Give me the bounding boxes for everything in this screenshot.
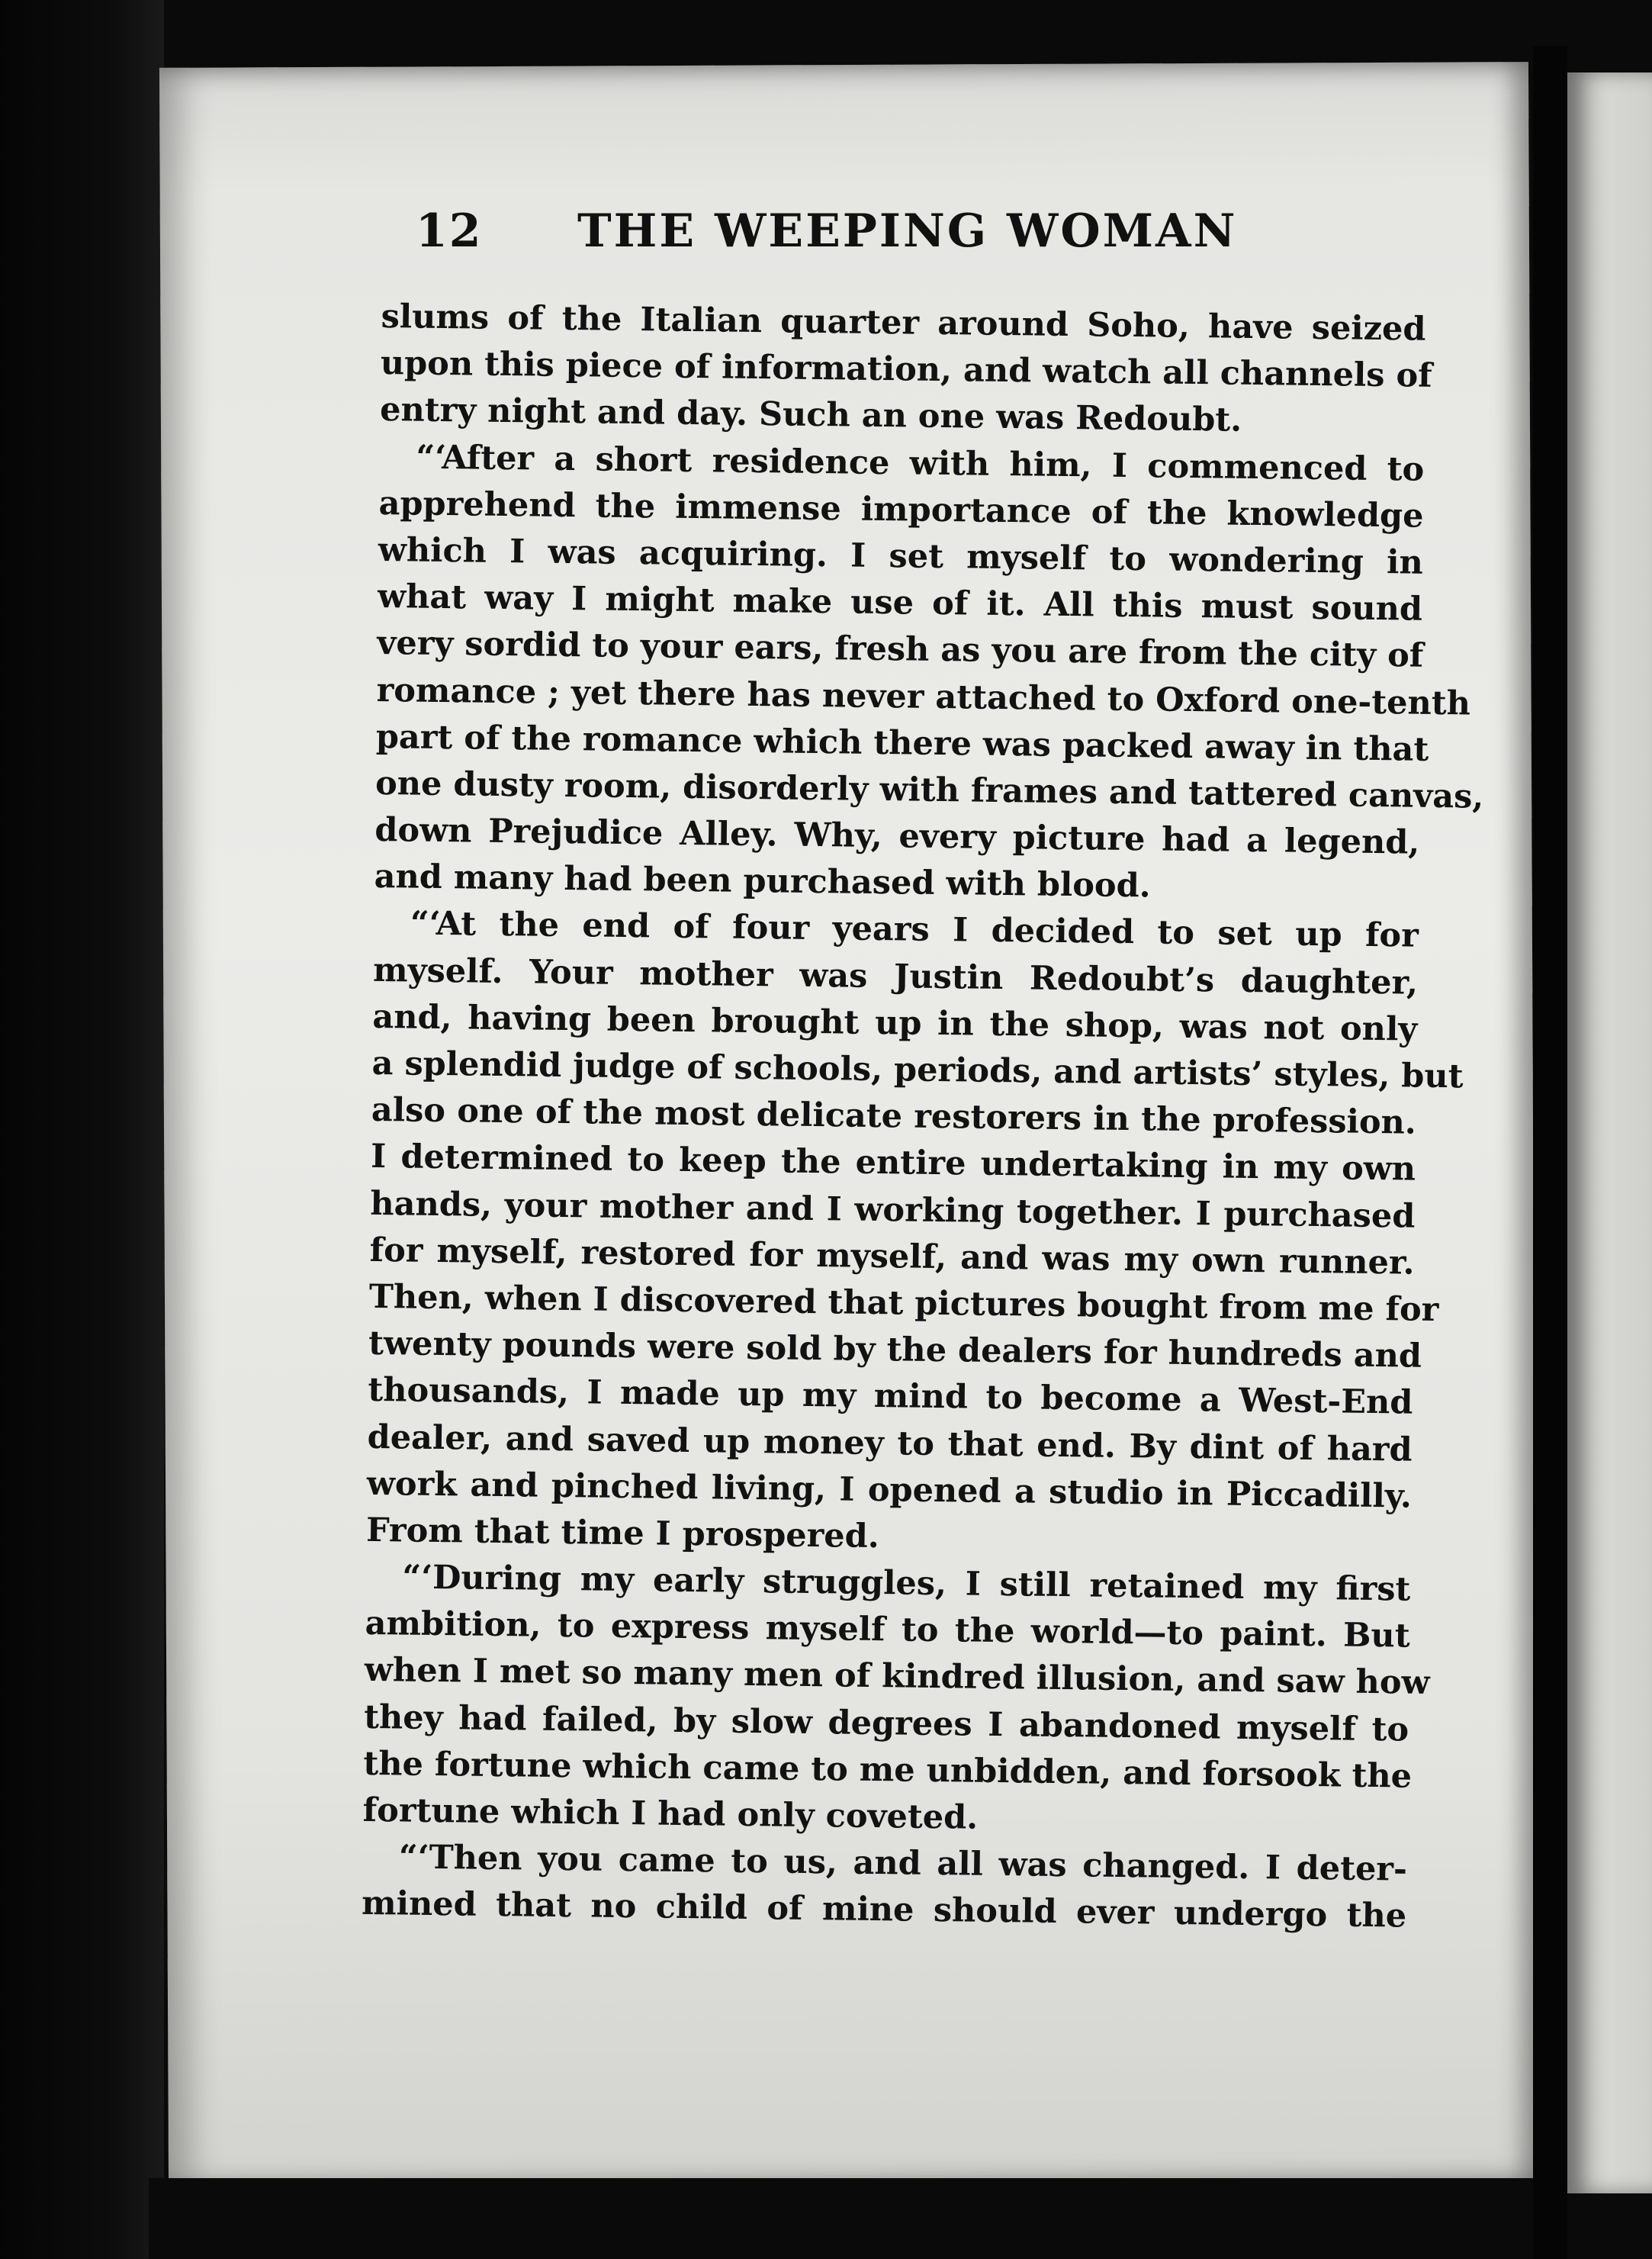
text-line: work and pinched living, I opened a studio in Piccadilly.: [366, 1464, 1413, 1516]
bottom-scan-margin: [149, 2178, 1544, 2259]
text-line: dealer, and saved up money to that end. By dint of hard: [367, 1418, 1413, 1469]
text-line: they had failed, by slow degrees I abandoned myself to: [363, 1697, 1409, 1749]
text-line: entry night and day. Such an one was Redoubt.: [379, 391, 1242, 440]
text-line: upon this piece of information, and watch all channels of: [380, 344, 1432, 396]
text-line: romance ; yet there has never attached to Oxford one-tenth: [376, 671, 1471, 722]
text-line: also one of the most delicate restorers in the profession.: [371, 1091, 1417, 1142]
text-line: “‘At the end of four years I decided to set up for: [410, 904, 1419, 956]
text-line: “‘After a short residence with him, I commenced to: [416, 438, 1425, 489]
text-line: what way I might make use of it. All this must sound: [377, 578, 1423, 629]
text-line: the fortune which came to me unbidden, and forsook the: [363, 1744, 1413, 1796]
text-line: and many had been purchased with blood.: [374, 858, 1151, 906]
text-line: myself. Your mother was Justin Redoubt’s daughter,: [372, 951, 1419, 1002]
running-head: THE WEEPING WOMAN: [577, 204, 1238, 258]
text-line: “‘During my early struggles, I still retained my first: [402, 1558, 1411, 1609]
text-line: ambition, to express myself to the world—to paint. But: [365, 1604, 1410, 1656]
text-line: Then, when I discovered that pictures bought from me for: [368, 1277, 1439, 1329]
text-line: for myself, restored for myself, and was my own runner.: [369, 1231, 1415, 1282]
text-line: down Prejudice Alley. Why, every picture had a legend,: [374, 811, 1420, 862]
text-line: I determined to keep the entire undertaking in my own: [370, 1138, 1416, 1189]
page-number: 12: [416, 204, 483, 258]
text-line: hands, your mother and I working together. I purchased: [370, 1184, 1416, 1236]
text-line: and, having been brought up in the shop, was not only: [372, 997, 1418, 1049]
text-line: part of the romance which there was packed away in that: [375, 717, 1429, 769]
text-line: thousands, I made up my mind to become a West-End: [368, 1371, 1413, 1422]
page-header: [416, 204, 1255, 273]
text-line: very sordid to your ears, fresh as you are from the city of: [377, 624, 1424, 676]
adjacent-page-edge: [1567, 72, 1652, 2193]
text-line: twenty pounds were sold by the dealers for hundreds and: [368, 1324, 1422, 1376]
text-line: slums of the Italian quarter around Soho, have seized: [381, 297, 1426, 349]
text-line: a splendid judge of schools, periods, and artists’ styles, but: [371, 1044, 1464, 1096]
text-line: fortune which I had only coveted.: [362, 1791, 979, 1837]
text-line: From that time I prospered.: [365, 1511, 880, 1556]
text-line: apprehend the immense importance of the knowledge: [378, 484, 1424, 536]
body-text: [361, 294, 1484, 1940]
text-line: which I was acquiring. I set myself to wondering in: [378, 530, 1424, 582]
text-line: mined that no child of mine should ever undergo the: [361, 1884, 1407, 1936]
book-gutter: [1533, 46, 1567, 2259]
text-line: when I met so many men of kindred illusion, and saw how: [364, 1651, 1430, 1703]
left-scan-margin: [0, 0, 164, 2259]
text-line: “‘Then you came to us, and all was changed. I deter-: [398, 1838, 1408, 1889]
text-line: one dusty room, disorderly with frames and tattered canvas,: [374, 764, 1484, 816]
